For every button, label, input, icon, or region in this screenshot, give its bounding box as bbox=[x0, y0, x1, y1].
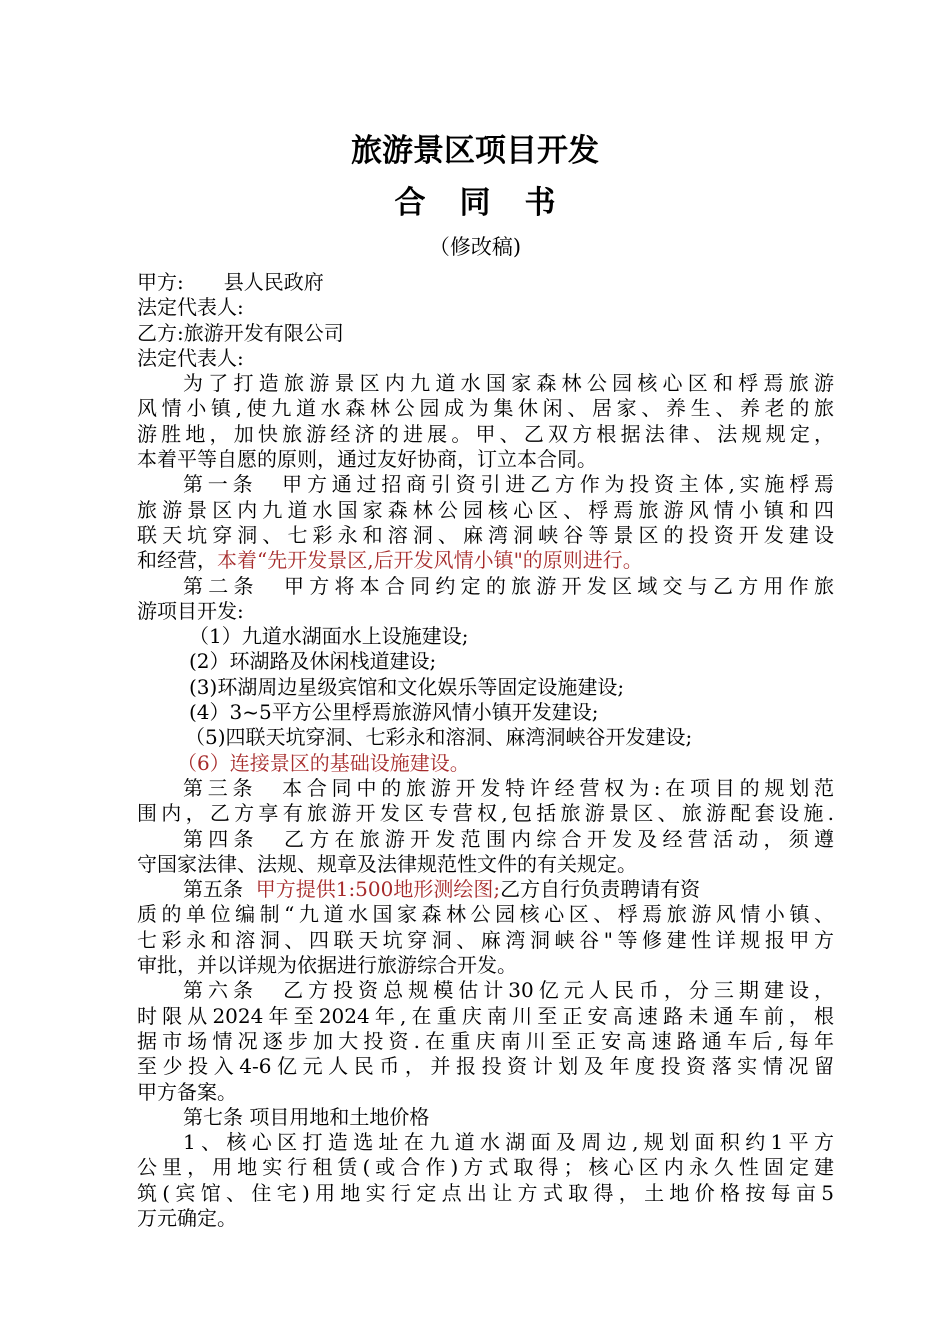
contract-body bbox=[137, 270, 834, 1231]
document-title: 旅游景区项目开发 bbox=[351, 133, 599, 169]
article-4-line: 第四条 乙方在旅游开发范围内综合开发及经营活动，须遵 bbox=[183, 826, 834, 851]
list-item: (3)环湖周边星级宾馆和文化娱乐等固定设施建设; bbox=[189, 674, 625, 699]
article-1-line: 第一条 甲方通过招商引资引进乙方作为投资主体,实施桴焉 bbox=[183, 472, 834, 497]
preamble-line: 为了打造旅游景区内九道水国家森林公园核心区和桴焉旅游 bbox=[183, 371, 834, 396]
list-item: (4）3~5平方公里桴焉旅游风情小镇开发建设; bbox=[189, 700, 599, 725]
article-2-line: 游项目开发: bbox=[137, 598, 244, 623]
article-5-highlight: 甲方提供1:500地形测绘图; bbox=[255, 877, 501, 902]
article-6-line: 至少投入4-6亿元人民币，并报投资计划及年度投资落实情况留 bbox=[137, 1054, 834, 1079]
article-6-line: 甲方备案。 bbox=[137, 1079, 237, 1104]
article-7-line: 万元确定。 bbox=[137, 1205, 237, 1230]
revision-note: （修改稿) bbox=[428, 235, 522, 259]
article-5-line: 质的单位编制“九道水国家森林公园核心区、桴焉旅游风情小镇、 bbox=[137, 902, 834, 927]
article-6-line: 时限从2024年至2024年,在重庆南川至正安高速路未通车前，根 bbox=[137, 1003, 834, 1028]
party-a-representative: 法定代表人: bbox=[137, 295, 244, 320]
article-6-line: 第六条 乙方投资总规模估计30亿元人民币，分三期建设， bbox=[183, 978, 834, 1003]
preamble-line: 风情小镇,使九道水森林公园成为集休闲、居家、养生、养老的旅 bbox=[137, 396, 834, 421]
article-7-line: 1、核心区打造选址在九道水湖面及周边,规划面积约1平方 bbox=[183, 1130, 834, 1155]
article-7-line: 公里，用地实行租赁(或合作)方式取得；核心区内永久性固定建 bbox=[137, 1155, 834, 1180]
party-b-representative: 法定代表人: bbox=[137, 345, 244, 370]
article-5-line: 审批，并以详规为依据进行旅游综合开发。 bbox=[137, 953, 517, 978]
list-item: （5)四联天坑穿洞、七彩永和溶洞、麻湾洞峡谷开发建设; bbox=[185, 725, 693, 750]
preamble-line: 游胜地，加快旅游经济的进展。甲、乙双方根据法律、法规规定， bbox=[137, 421, 834, 446]
party-b: 乙方:旅游开发有限公司 bbox=[137, 320, 344, 345]
preamble-line: 本着平等自愿的原则，通过友好协商，订立本合同。 bbox=[137, 447, 597, 472]
article-7-line: 筑(宾馆、住宅)用地实行定点出让方式取得，土地价格按每亩5 bbox=[137, 1180, 834, 1205]
article-7-title: 第七条 项目用地和土地价格 bbox=[183, 1104, 430, 1129]
article-5-line bbox=[137, 877, 834, 902]
article-5-line: 七彩永和溶洞、四联天坑穿洞、麻湾洞峡谷"等修建性详规报甲方 bbox=[137, 927, 834, 952]
article-2-line: 第二条 甲方将本合同约定的旅游开发区域交与乙方用作旅 bbox=[183, 573, 834, 598]
article-1-line: 联天坑穿洞、七彩永和溶洞、麻湾洞峡谷等景区的投资开发建设 bbox=[137, 522, 834, 547]
article-5-text: 乙方自行负责聘请有资 bbox=[500, 877, 701, 902]
article-1-line bbox=[137, 548, 834, 573]
article-3-line: 第三条 本合同中的旅游开发特许经营权为:在项目的规划范 bbox=[183, 775, 834, 800]
list-item: （1）九道水湖面水上设施建设; bbox=[189, 624, 469, 649]
article-4-line: 守国家法律、法规、规章及法律规范性文件的有关规定。 bbox=[137, 851, 637, 876]
article-1-text: 和经营， bbox=[137, 548, 217, 573]
party-a: 甲方: 县人民政府 bbox=[137, 270, 324, 294]
article-1-highlight: 本着“先开发景区,后开发风情小镇"的原则进行。 bbox=[217, 548, 643, 573]
document-subtitle-contract: 合同书 bbox=[394, 185, 590, 221]
article-6-line: 据市场情况逐步加大投资.在重庆南川至正安高速路通车后,每年 bbox=[137, 1028, 834, 1053]
article-3-line: 围内，乙方享有旅游开发区专营权,包括旅游景区、旅游配套设施. bbox=[137, 801, 834, 826]
list-item-highlight: （6）连接景区的基础设施建设。 bbox=[177, 750, 470, 775]
article-1-line: 旅游景区内九道水国家森林公园核心区、桴焉旅游风情小镇和四 bbox=[137, 497, 834, 522]
article-5-label: 第五条 bbox=[183, 877, 243, 902]
list-item: (2）环湖路及休闲栈道建设; bbox=[189, 649, 437, 674]
